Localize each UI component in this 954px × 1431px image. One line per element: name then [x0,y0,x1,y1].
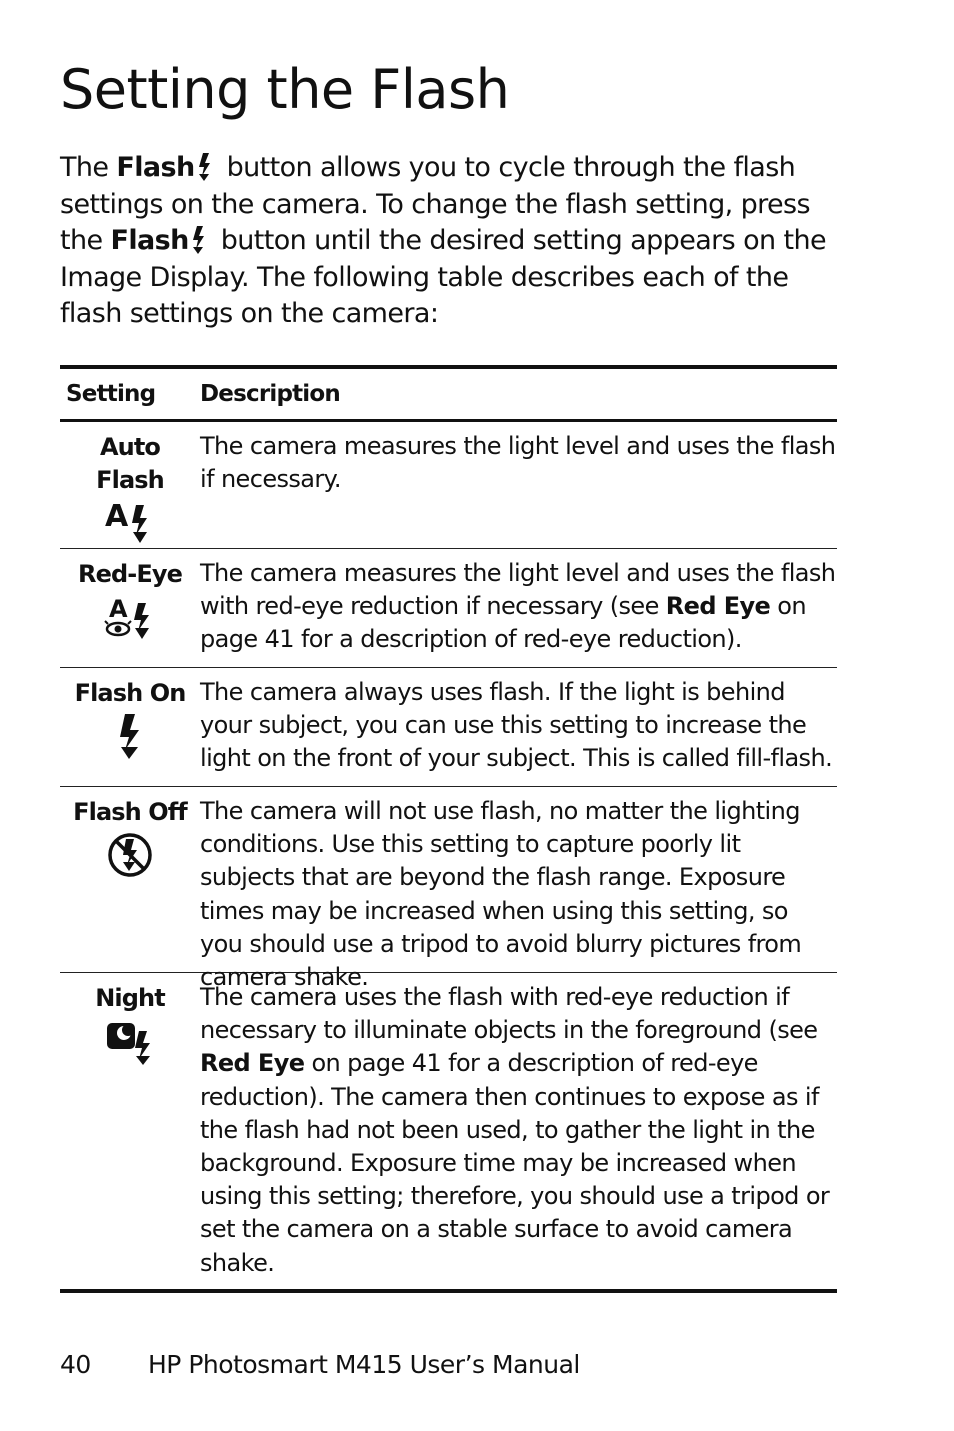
manual-title: HP Photosmart M415 User’s Manual [148,1350,580,1379]
page-title: Setting the Flash [60,58,510,121]
table-row [60,668,837,787]
setting-name: Night [95,984,165,1012]
setting-name: Flash On [74,679,186,707]
setting-description: The camera measures the light level and uses the flash if necessary. [200,432,836,494]
table-row [60,422,837,549]
page-number: 40 [60,1350,91,1379]
description-text: The camera measures the light level and uses the flash with red-eye reduction if necessary (see [200,559,836,621]
flash-settings-table [60,365,837,1293]
flash-bolt-icon [191,226,207,254]
setting-description [200,549,837,667]
page-footer [60,1350,580,1379]
setting-name: Red-Eye [78,560,182,588]
flash-word: Flash [110,225,189,256]
setting-cell [60,973,200,1289]
setting-cell [60,422,200,548]
flash-off-icon [106,831,154,879]
setting-cell [60,787,200,972]
flash-bolt-icon [197,153,213,181]
flash-on-icon [115,712,145,760]
setting-cell [60,549,200,667]
svg-text:A: A [109,595,128,623]
setting-cell [60,668,200,786]
setting-name: Flash Off [73,798,187,826]
table-row [60,787,837,992]
table-header [60,369,837,422]
description-text: The camera uses the flash with red-eye reduction if necessary to illuminate objects in the foreground (see [200,983,818,1045]
table-row [60,973,837,1289]
header-description: Description [200,381,340,407]
setting-name: Auto Flash [96,433,164,494]
intro-text: button until the desired setting appears on the Image Display. The following table describes each of the flash settings on the camera: [60,225,827,329]
description-text: on page 41 for a description of red-eye reduction). The camera then continues to expose as if the flash had not been used, to gather the light in the background. Exposure time may be increased when using this setting; therefore, you should use a tripod or set the camera on a stable surface to avoid camera shake. [200,1049,830,1277]
intro-paragraph [60,150,850,333]
flash-word: Flash [116,152,195,183]
setting-description [200,973,837,1289]
description-text: on page 41 for a description of red-eye reduction). [200,592,806,654]
auto-flash-icon [105,499,155,545]
red-eye-reference: Red Eye [665,592,771,621]
table-row [60,549,837,668]
intro-text: The [60,152,117,183]
setting-description: The camera always uses flash. If the light is behind your subject, you can use this setting to increase the light on the front of your subject. This is called fill-flash. [200,678,833,773]
red-eye-reference: Red Eye [200,1049,305,1078]
svg-text:A: A [105,499,129,534]
header-setting: Setting [66,381,156,407]
intro-text: button allows you to cycle through the flash settings on the camera. To change the flash setting, press the [60,152,810,256]
setting-description: The camera will not use flash, no matter the lighting conditions. Use this setting to capture poorly lit subjects that are beyond the flash range. Exposure times may be increased when using this setting, so you should use a tripod to avoid blurry pictures from camera shake. [200,797,802,992]
red-eye-flash-icon [104,593,156,643]
night-flash-icon [104,1017,156,1065]
